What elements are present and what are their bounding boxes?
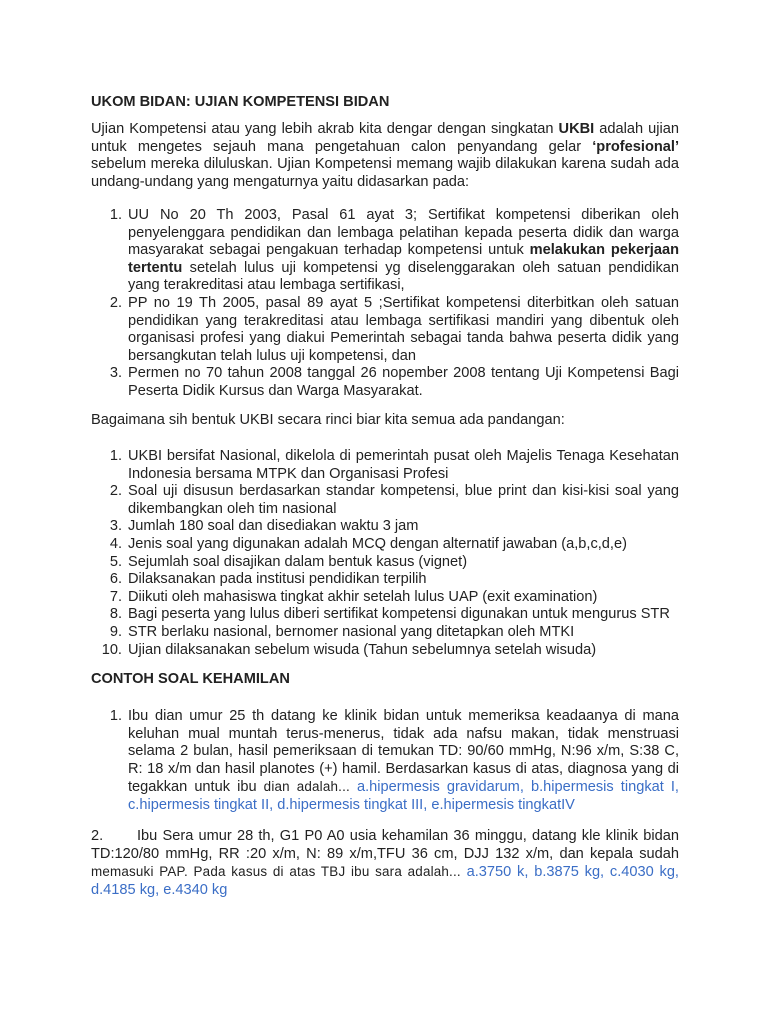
ukbi-intro-paragraph: Bagaimana sih bentuk UKBI secara rinci biar kita semua ada pandangan: — [91, 412, 565, 428]
answer-options: a.3750 k, b.3875 kg, c.4030 kg, d.4185 kg, e.4340 kg — [91, 864, 679, 898]
list-item — [91, 483, 679, 518]
list-item — [91, 642, 679, 660]
intro-text-3: sebelum mereka diluluskan. Ujian Kompetensi memang wajib dilakukan karena sudah ada undang-undang yang mengaturnya yaitu didasarkan pada: — [91, 156, 679, 190]
list-number: 2. — [109, 294, 122, 311]
question-number: 2. — [91, 828, 104, 844]
section-title: CONTOH SOAL KEHAMILAN — [91, 671, 290, 687]
list-item-text: UKBI bersifat Nasional, dikelola di pemerintah pusat oleh Majelis Tenaga Kesehatan Indonesia bersama MTPK dan Organisasi Profesi — [128, 448, 679, 482]
ukbi-details-list — [91, 448, 679, 659]
list-item-text: Jumlah 180 soal dan disediakan waktu 3 jam — [128, 518, 419, 535]
list-item-text: Bagi peserta yang lulus diberi sertifikat kompetensi digunakan untuk mengurus STR — [128, 606, 670, 623]
legal-basis-list — [91, 207, 679, 401]
question-prompt: dian adalah... — [263, 779, 350, 795]
intro-text-1: Ujian Kompetensi atau yang lebih akrab kita dengar dengan singkatan — [91, 121, 559, 137]
list-item-text: Permen no 70 tahun 2008 tanggal 26 nopember 2008 tentang Uji Kompetensi Bagi Peserta Didik Kursus dan Warga Masyarakat. — [128, 365, 679, 399]
list-number: 9. — [109, 623, 122, 640]
list-number: 1. — [109, 448, 122, 464]
intro-paragraph — [91, 121, 679, 191]
intro-bold-profesional: ‘profesional’ — [592, 138, 679, 155]
list-item — [91, 606, 679, 624]
list-item-text: Dilaksanakan pada institusi pendidikan terpilih — [128, 571, 427, 588]
list-number: 3. — [109, 518, 122, 535]
list-number: 5. — [109, 553, 122, 570]
list-item-text: Jenis soal yang digunakan adalah MCQ dengan alternatif jawaban (a,b,c,d,e) — [128, 535, 627, 552]
list-item — [91, 295, 679, 365]
list-item — [91, 571, 679, 589]
question-text: Ibu Sera umur 28 th, G1 P0 A0 usia kehamilan 36 minggu, datang kle klinik bidan TD:120/80 mmHg, RR :20 x/m, N: 89 x/m,TFU 36 cm, DJJ 132 x/m, dan kepala sudah — [91, 828, 679, 862]
answer-options: a.hipermesis gravidarum, b.hipermesis tingkat I, c.hipermesis tingkat II, d.hipermesis tingkat III, e.hipermesis tingkatIV — [128, 779, 679, 813]
list-item — [91, 365, 679, 400]
list-item-text: Diikuti oleh mahasiswa tingkat akhir setelah lulus UAP (exit examination) — [128, 588, 598, 605]
list-item-text: Ujian dilaksanakan sebelum wisuda (Tahun sebelumnya setelah wisuda) — [128, 641, 597, 658]
list-item — [91, 589, 679, 607]
question-item — [91, 708, 679, 815]
list-item-text: STR berlaku nasional, bernomer nasional yang ditetapkan oleh MTKI — [128, 623, 575, 640]
list-number: 8. — [109, 606, 122, 623]
list-number: 7. — [109, 588, 122, 605]
list-number: 1. — [109, 207, 122, 223]
list-number: 3. — [109, 365, 122, 382]
list-item — [91, 518, 679, 536]
list-item-text: UU No 20 Th 2003, Pasal 61 ayat 3; Sertifikat kompetensi diberikan oleh penyelenggara pendidikan dan lembaga pelatihan kepada peserta didik dan warga masyarakat sebagai pengakuan terhadap kompetensi untuk — [128, 207, 679, 259]
question-text: Ibu dian umur 25 th datang ke klinik bidan untuk memeriksa keadaanya di mana keluhan mual muntah terus-menerus, tidak ada nafsu makan, tidak menstruasi selama 2 bulan, hasil pemeriksaan di temukan TD: 90/60 mmHg, N:96 x/m, S:38 C, R: 18 x/m dan hasil planotes (+) hamil. Berdasarkan kasus di atas, diagnosa yang di tegakkan untuk ibu — [128, 708, 679, 796]
list-item-bold: melakukan pekerjaan tertentu — [128, 242, 680, 276]
list-number: 4. — [109, 535, 122, 552]
document-title: UKOM BIDAN: UJIAN KOMPETENSI BIDAN — [91, 94, 390, 110]
list-item-text: Sejumlah soal disajikan dalam bentuk kasus (vignet) — [128, 553, 468, 570]
list-number: 2. — [109, 483, 122, 500]
list-item-text: Soal uji disusun berdasarkan standar kompetensi, blue print dan kisi-kisi soal yang dikembangkan oleh tim nasional — [128, 483, 679, 517]
list-item — [91, 448, 679, 483]
list-item — [91, 554, 679, 572]
list-item-text: setelah lulus uji kompetensi yg diselenggarakan oleh satuan pendidikan yang terakreditasi atau lembaga sertifikasi, — [128, 259, 679, 294]
question-prompt: memasuki PAP. Pada kasus di atas TBJ ibu sara adalah... — [91, 864, 461, 880]
question-item — [91, 828, 679, 899]
list-number: 6. — [109, 571, 122, 588]
list-number: 10. — [101, 641, 122, 658]
list-item — [91, 624, 679, 642]
question-number: 1. — [109, 708, 122, 724]
intro-bold-ukbi: UKBI — [558, 121, 595, 137]
list-item — [91, 207, 679, 295]
list-item — [91, 536, 679, 554]
list-item-text: PP no 19 Th 2005, pasal 89 ayat 5 ;Sertifikat kompetensi diterbitkan oleh satuan pendidikan yang terakreditasi atau lembaga sertifikasi mandiri yang dibentuk oleh organisasi profesi yang diakui Pemerintah sebagai tanda bahwa peserta didik yang bersangkutan telah lulus uji kompetensi, dan — [128, 294, 679, 364]
intro-text-2: adalah ujian untuk mengetes sejauh mana pengetahuan calon penyandang gelar — [91, 121, 679, 155]
question-list — [91, 708, 679, 815]
